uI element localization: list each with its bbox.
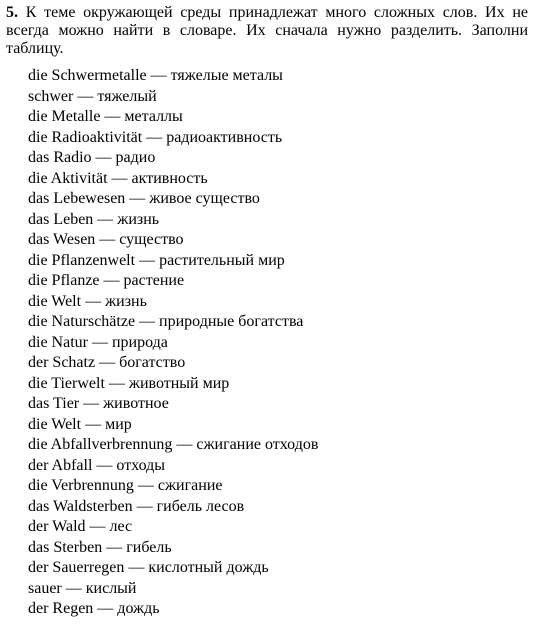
vocab-entry: das Radio — радио xyxy=(28,149,156,166)
task-number: 5. xyxy=(6,4,18,21)
vocab-entry: das Waldsterben — гибель лесов xyxy=(28,497,245,515)
vocab-entry: der Wald — лес xyxy=(28,518,133,535)
vocab-entry: der Regen — дождь xyxy=(28,600,160,617)
vocab-entry: das Lebewesen — живое существо xyxy=(28,190,260,207)
vocab-entry: die Pflanzenwelt — растительный мир xyxy=(28,251,285,269)
exercise-block xyxy=(6,4,528,58)
vocab-entry: die Naturschätze — природные богатства xyxy=(28,313,304,330)
vocab-entry: die Abfallverbrennung — сжигание отходов xyxy=(28,436,319,453)
vocab-entry: das Tier — животное xyxy=(28,395,169,412)
exercise-intro xyxy=(6,4,528,58)
task-instruction: К теме окружающей среды принадлежат много сложных слов. Их не всегда можно найти в словаре. Их сначала нужно разделить. Заполни таблицу. xyxy=(6,4,528,57)
vocab-entry: der Sauerregen — кислотный дождь xyxy=(28,559,269,576)
vocab-entry: die Tierwelt — животный мир xyxy=(28,374,230,392)
vocab-entry: die Natur — природа xyxy=(28,333,168,351)
vocab-entry: die Welt — жизнь xyxy=(28,292,147,310)
vocab-entry: die Metalle — металлы xyxy=(28,108,183,125)
vocabulary-list xyxy=(28,66,318,620)
vocab-entry: die Welt — мир xyxy=(28,415,132,433)
vocab-entry: die Schwermetalle — тяжелые металы xyxy=(28,67,283,84)
vocab-entry: sauer — кислый xyxy=(28,579,137,597)
vocab-entry: die Pflanze — растение xyxy=(28,272,185,289)
vocab-entry: schwer — тяжелый xyxy=(28,87,157,105)
vocab-entry: die Radioaktivität — радиоактивность xyxy=(28,128,283,146)
vocab-entry: die Verbrennung — сжигание xyxy=(28,477,223,494)
vocab-entry: das Wesen — существо xyxy=(28,231,184,248)
vocab-entry: das Leben — жизнь xyxy=(28,210,160,228)
vocab-entry: die Aktivität — активность xyxy=(28,169,208,187)
vocab-entry: der Abfall — отходы xyxy=(28,456,166,474)
vocab-entry: das Sterben — гибель xyxy=(28,538,172,556)
vocab-entry: der Schatz — богатство xyxy=(28,354,186,371)
